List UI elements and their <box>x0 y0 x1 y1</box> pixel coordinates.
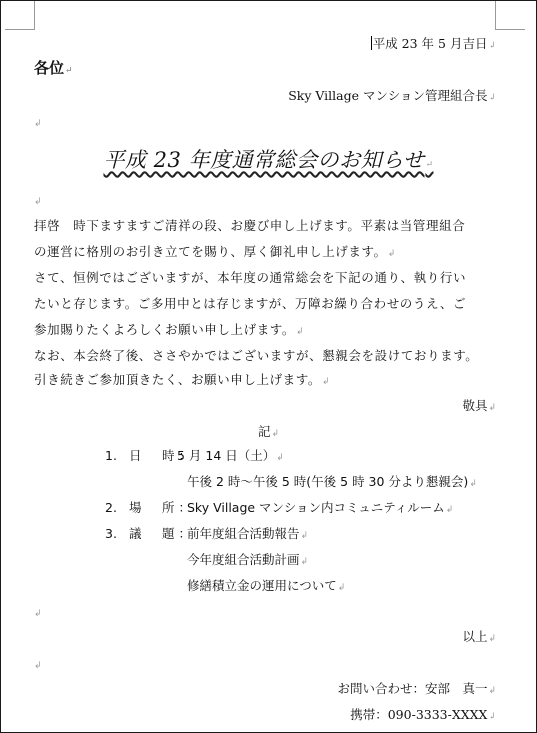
sender-line[interactable] <box>288 87 496 107</box>
paragraph-mark-icon: ↲ <box>271 429 280 439</box>
body-line-text: さて、恒例ではございますが、本年度の通常総会を下記の通り、執り行い <box>34 270 467 285</box>
salutation-text: 各位 <box>34 59 65 77</box>
body-line-text: なお、本会終了後、ささやかではございますが、懇親会を設けております。 <box>34 348 479 363</box>
document-title-text: 平成 23 年度通常総会のお知らせ <box>103 148 425 172</box>
item-number: 2. <box>105 500 117 515</box>
closing-ijou[interactable] <box>462 628 496 648</box>
paragraph-mark-icon: ↲ <box>488 41 496 51</box>
document-title[interactable] <box>1 147 536 178</box>
body-line-text: 引き続きご参加頂きたく、お願い申し上げます。 <box>34 372 321 387</box>
body-line-text: たいと存じます。ご多用中とは存じますが、万障お繰り合わせのうえ、ご <box>34 296 467 311</box>
paragraph-mark-icon: ↲ <box>469 479 477 489</box>
item-number: 3. <box>105 526 117 541</box>
item-label: 議 題： <box>129 526 196 541</box>
paragraph-mark-icon: ↲ <box>300 557 309 567</box>
empty-paragraph-mark-icon: ↲ <box>34 609 42 619</box>
paragraph-mark-icon: ↲ <box>276 453 284 463</box>
closing-keigu[interactable] <box>462 397 496 417</box>
body-line[interactable] <box>34 243 396 263</box>
paragraph-mark-icon: ↲ <box>488 93 496 103</box>
paragraph-mark-icon: ↲ <box>488 712 496 722</box>
ki-heading-text: 記 <box>257 424 271 439</box>
crop-mark-top-right-vertical <box>495 1 496 30</box>
paragraph-mark-icon: ↲ <box>488 403 496 413</box>
item-label: 場 所： <box>129 500 196 515</box>
paragraph-mark-icon: ↲ <box>296 327 305 337</box>
ki-heading[interactable] <box>1 423 536 443</box>
closing-ijou-text: 以上 <box>462 629 488 644</box>
paragraph-mark-icon: ↲ <box>300 531 309 541</box>
letter-date[interactable] <box>371 35 496 55</box>
item-value: 今年度組合活動計画↲ <box>187 552 309 567</box>
empty-paragraph-mark-icon: ↲ <box>34 661 42 671</box>
agenda-item[interactable] <box>1 447 536 491</box>
paragraph-mark-icon: ↲ <box>321 377 331 387</box>
body-line[interactable] <box>34 217 465 235</box>
phone-line[interactable] <box>350 706 496 726</box>
agenda-item[interactable] <box>1 499 536 519</box>
body-line[interactable] <box>34 269 466 287</box>
paragraph-mark-icon: ↵ <box>65 66 73 76</box>
body-line-text: の運営に格別のお引き立てを賜り、厚く御礼申し上げます。 <box>34 244 387 259</box>
body-line[interactable] <box>34 347 478 365</box>
crop-mark-top-left-vertical <box>34 1 35 30</box>
contact-line[interactable] <box>337 680 496 700</box>
item-value: 修繕積立金の運用について↲ <box>187 578 346 593</box>
item-value: 午後 2 時〜午後 5 時(午後 5 時 30 分より懇親会)↲ <box>187 474 477 489</box>
agenda-item[interactable] <box>1 525 536 597</box>
body-line-text: 拝啓 時下ますますご清祥の段、お慶び申し上げます。平素は当管理組合 <box>34 218 466 233</box>
contact-text: お問い合わせ：安部 真一 <box>337 681 488 696</box>
paragraph-mark-icon: ↲ <box>488 634 496 644</box>
crop-mark-top-left-horizontal <box>5 29 35 30</box>
paragraph-mark-icon: ↲ <box>387 249 396 259</box>
phone-text: 携帯：090-3333-XXXX <box>350 707 488 722</box>
text-cursor <box>371 36 372 50</box>
paragraph-mark-icon: ↵ <box>425 160 434 170</box>
letter-date-text: 平成 23 年 5 月吉日 <box>372 36 488 51</box>
paragraph-mark-icon: ↲ <box>337 583 346 593</box>
item-value: 前年度組合活動報告↲ <box>187 526 309 541</box>
item-value: Sky Village マンション内コミュニティルーム↲ <box>187 500 454 515</box>
salutation[interactable] <box>34 59 73 80</box>
empty-paragraph-mark-icon: ↲ <box>34 119 42 129</box>
item-value: 5 月 14 日（土）↲ <box>177 448 284 463</box>
body-line[interactable] <box>34 371 330 391</box>
crop-mark-top-right-horizontal <box>495 29 525 30</box>
body-line[interactable] <box>34 321 304 341</box>
item-number: 1. <box>105 448 117 463</box>
item-label: 日 時： <box>129 448 196 463</box>
sender-text: Sky Village マンション管理組合長 <box>288 88 488 103</box>
paragraph-mark-icon: ↲ <box>488 686 496 696</box>
body-line-text: 参加賜りたくよろしくお願い申し上げます。 <box>34 322 296 337</box>
body-line[interactable] <box>34 295 466 313</box>
paragraph-mark-icon: ↲ <box>445 505 454 515</box>
empty-paragraph-mark-icon: ↲ <box>34 197 42 207</box>
closing-keigu-text: 敬具 <box>462 398 488 413</box>
